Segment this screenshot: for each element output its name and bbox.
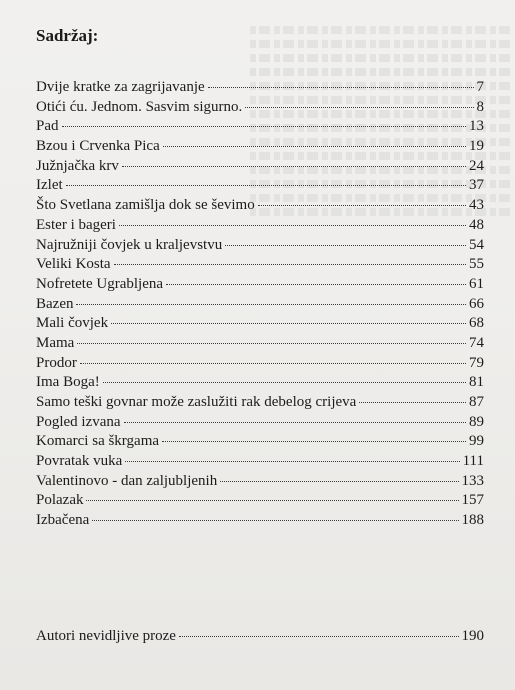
toc-entry-title: Bzou i Crvenka Pica [36,138,160,155]
toc-entry [36,236,484,256]
dot-leader [225,245,466,246]
dot-leader [179,636,459,637]
toc-entry [36,452,484,472]
dot-leader [162,441,466,442]
toc-entry-title: Otići ću. Jednom. Sasvim sigurno. [36,98,243,115]
toc-entry-page: 24 [469,157,484,174]
toc-entry-page: 157 [461,492,484,509]
toc-entry-title: Prodor [36,354,77,371]
toc-entry-page: 79 [469,354,484,371]
toc-entry-page: 87 [469,394,484,410]
toc-entry-title: Mali čovjek [36,315,109,332]
toc-entry-page: 19 [469,138,484,155]
toc-entry-title: Polazak [36,492,84,509]
toc-entry [36,491,484,511]
toc-entry [36,176,484,196]
dot-leader [245,107,473,108]
toc-entry-title: Autori nevidljive proze [36,628,176,644]
toc-entry-title: Najružniji čovjek u kraljevstvu [36,236,223,253]
toc-entry [36,137,484,157]
toc-entry-title: Nofretete Ugrabljena [36,275,164,292]
dot-leader [220,481,458,482]
toc-entry [36,295,484,315]
dot-leader [80,363,466,364]
toc-entry-page: 190 [461,628,484,644]
toc-entry-title: Izlet [36,177,63,194]
toc-entry [36,275,484,295]
toc-entry [36,472,484,492]
toc-entry-page: 89 [469,413,484,430]
toc-entry-page: 55 [469,256,484,273]
dot-leader [76,304,466,305]
toc-entry [36,78,484,98]
toc-entry-page: 99 [469,433,484,450]
toc-entry-page: 188 [461,512,484,529]
toc-entry [36,373,484,393]
dot-leader [124,422,466,423]
toc-entry-page: 74 [469,334,484,351]
toc-entry [36,255,484,275]
toc-entry [36,511,484,531]
toc-entry-page: 8 [476,98,484,115]
toc-entry-title: Pad [36,118,59,135]
toc-entry-title: Dvije kratke za zagrijavanje [36,79,205,95]
toc-entry [36,98,484,118]
toc-entry-page: 68 [469,315,484,332]
table-of-contents [36,78,484,531]
dot-leader [119,225,466,226]
dot-leader [208,87,474,88]
toc-entry [36,393,484,413]
toc-entry [36,627,484,647]
toc-entry [36,157,484,177]
toc-entry-title: Samo teški govnar može zaslužiti rak debelog crijeva [36,394,357,410]
toc-entry-page: 48 [469,216,484,233]
dot-leader [163,146,466,147]
toc-entry [36,413,484,433]
toc-footer-entry [36,627,484,647]
toc-entry-page: 54 [469,236,484,253]
toc-entry-page: 13 [469,118,484,135]
dot-leader [92,520,458,521]
toc-entry-title: Što Svetlana zamišlja dok se ševimo [36,197,255,214]
dot-leader [86,500,458,501]
toc-entry-title: Ester i bageri [36,216,116,233]
toc-entry [36,314,484,334]
toc-entry-title: Bazen [36,295,74,312]
dot-leader [114,264,466,265]
dot-leader [125,461,459,462]
toc-entry-page: 66 [469,295,484,312]
dot-leader [111,323,466,324]
toc-heading: Sadržaj: [36,26,99,45]
dot-leader [166,284,466,285]
dot-leader [258,205,466,206]
toc-entry-title: Povratak vuka [36,453,123,470]
toc-entry-page: 37 [469,177,484,194]
toc-entry [36,354,484,374]
toc-entry [36,334,484,354]
dot-leader [77,343,466,344]
dot-leader [62,126,467,127]
toc-entry [36,432,484,452]
toc-entry [36,216,484,236]
toc-entry-title: Pogled izvana [36,413,121,430]
toc-entry-page: 7 [476,79,484,95]
toc-entry-title: Mama [36,334,75,351]
toc-entry-page: 133 [461,472,484,489]
toc-entry-title: Veliki Kosta [36,256,111,273]
dot-leader [103,382,466,383]
toc-entry [36,117,484,137]
toc-entry-title: Južnjačka krv [36,157,119,174]
toc-entry-page: 81 [469,374,484,391]
toc-entry-page: 61 [469,275,484,292]
dot-leader [359,402,466,403]
toc-entry-page: 43 [469,197,484,214]
toc-entry-title: Izbačena [36,512,90,529]
dot-leader [122,166,466,167]
toc-entry-title: Valentinovo - dan zaljubljenih [36,472,218,489]
toc-entry [36,196,484,216]
dot-leader [66,185,466,186]
toc-entry-title: Ima Boga! [36,374,100,391]
toc-entry-page: 111 [462,453,484,470]
toc-entry-title: Komarci sa škrgama [36,433,160,450]
